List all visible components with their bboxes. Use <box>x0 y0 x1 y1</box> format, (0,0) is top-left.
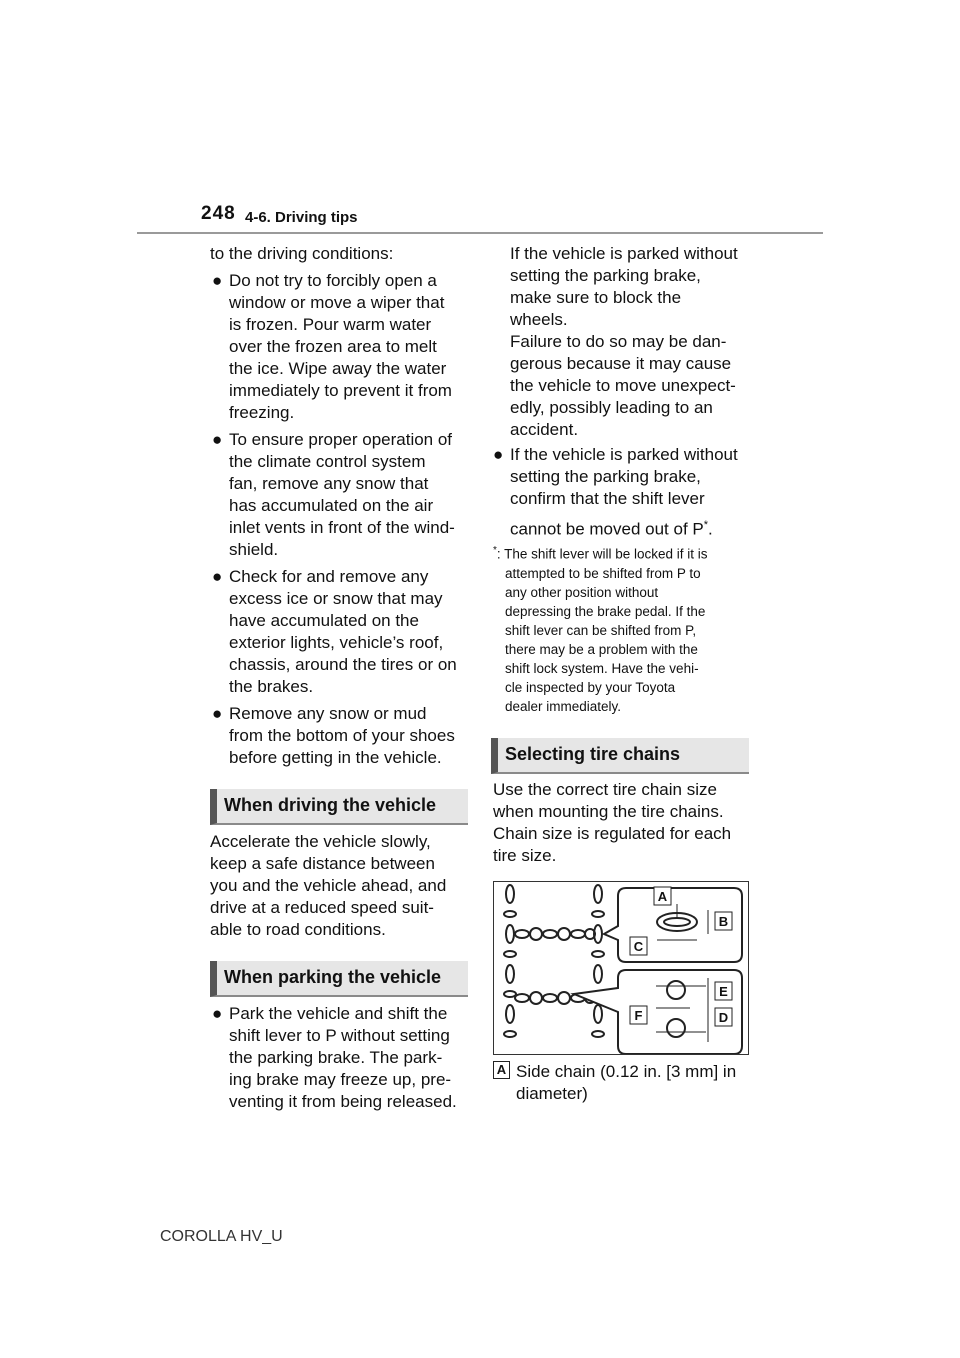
label-f: F <box>634 1008 643 1023</box>
parking-continued: If the vehicle is parked without setting the parking brake, make sure to block the wheels. Failure to do so may be dan- gerous because it may cause the vehicle to move unexpect- edly, possibly leading to an accident. <box>510 244 738 439</box>
bullet-icon: ● <box>212 567 223 586</box>
bullet-frozen-window: ● Do not try to forcibly open a window or move a wiper that is frozen. Pour warm water over the frozen area to melt the ice. Wipe away the water immediately to prevent it from freezing. <box>212 271 452 422</box>
item-a-description: Side chain (0.12 in. [3 mm] in diameter) <box>516 1062 737 1103</box>
bullet-icon: ● <box>212 1004 223 1023</box>
label-d: D <box>718 1010 729 1025</box>
item-a-label: A <box>493 1061 510 1079</box>
driving-paragraph: Accelerate the vehicle slowly, keep a safe distance between you and the vehicle ahead, and drive at a reduced speed suit- able to road conditions. <box>210 832 447 939</box>
tire-chains-paragraph: Use the correct tire chain size when mounting the tire chains. Chain size is regulated for each tire size. <box>493 780 732 865</box>
bullet-shift-lever: ● If the vehicle is parked without setting the parking brake, confirm that the shift lever cannot be moved out of P*. <box>493 445 738 539</box>
tire-chain-figure <box>493 881 749 1055</box>
footnote: *: The shift lever will be locked if it is attempted to be shifted from P to any other position without depressing the brake pedal. If the shift lever can be shifted from P, there may be a problem with the shift lock system. Have the vehi- cle inspected by your Toyota dealer immediately. <box>493 545 708 714</box>
bullet-excess-ice: ● Check for and remove any excess ice or snow that may have accumulated on the exterior lights, vehicle’s roof, chassis, around the tires or on the brakes. <box>212 567 457 696</box>
bullet-icon: ● <box>493 445 504 464</box>
bullet-icon: ● <box>212 271 223 290</box>
label-b: B <box>718 914 729 929</box>
heading-tire-chains: Selecting tire chains <box>491 738 749 774</box>
bullet-climate-fan: ● To ensure proper operation of the climate control system fan, remove any snow that has accumulated on the air inlet vents in front of the wind- shield. <box>212 430 455 559</box>
heading-when-driving: When driving the vehicle <box>210 789 468 825</box>
tire-chain-illustration <box>494 882 748 1054</box>
label-c: C <box>633 939 644 954</box>
label-a: A <box>657 889 668 904</box>
heading-when-parking: When parking the vehicle <box>210 961 468 997</box>
bullet-parking: ● Park the vehicle and shift the shift lever to P without setting the parking brake. The park- ing brake may freeze up, pre- venting it from being released. <box>212 1004 457 1111</box>
page-number: 248 <box>201 203 236 224</box>
bullet-shoes: ● Remove any snow or mud from the bottom of your shoes before getting in the vehicle. <box>212 704 455 767</box>
bullet-icon: ● <box>212 704 223 723</box>
chain-links <box>504 885 604 1037</box>
section-title: 4-6. Driving tips <box>245 209 358 226</box>
intro-text: to the driving conditions: <box>210 244 394 263</box>
footer-model: COROLLA HV_U <box>160 1228 283 1245</box>
header-divider <box>137 232 823 234</box>
bullet-icon: ● <box>212 430 223 449</box>
label-e: E <box>719 984 728 999</box>
